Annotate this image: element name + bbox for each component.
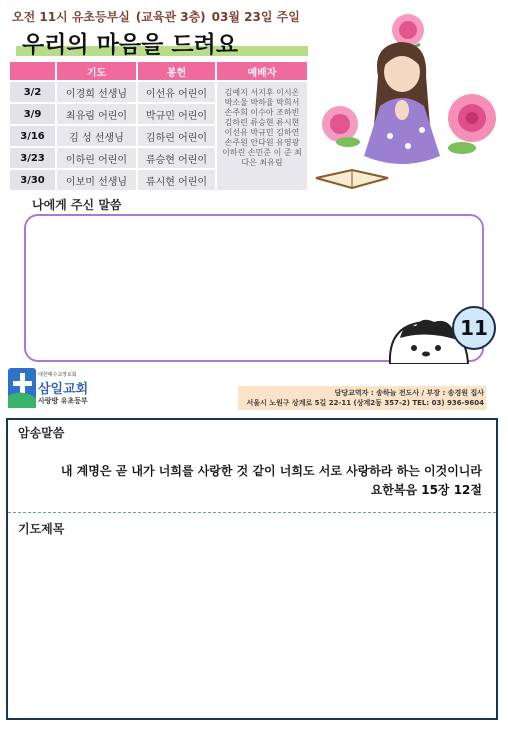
row-offering: 김하린 어린이	[138, 126, 215, 146]
page-title-text: 우리의 마음을 드려요	[22, 32, 238, 58]
row-offering: 이선유 어린이	[138, 82, 215, 102]
header-ushers: 예배자	[217, 62, 307, 80]
service-roster-table	[8, 60, 309, 192]
service-date: 03월 23일 주일	[211, 10, 300, 24]
row-date: 3/2	[10, 82, 55, 102]
row-offering: 류시현 어린이	[138, 170, 215, 190]
row-prayer: 이보미 선생님	[57, 170, 136, 190]
row-date: 3/9	[10, 104, 55, 124]
row-prayer: 이하린 어린이	[57, 148, 136, 168]
flower-right-icon	[448, 94, 496, 154]
section-divider	[8, 512, 496, 513]
page-number-badge: 11	[452, 306, 496, 350]
verse-and-prayer-box	[6, 418, 498, 720]
service-location: (교육관 3층)	[135, 10, 206, 24]
service-time: 오전 11시 유초등부실	[12, 10, 130, 24]
church-logo	[8, 368, 118, 412]
header-date	[10, 62, 55, 80]
denomination: 대한예수교장로회	[38, 372, 77, 378]
row-offering: 류승현 어린이	[138, 148, 215, 168]
praying-girl-illustration	[312, 6, 502, 196]
row-prayer: 이경희 선생님	[57, 82, 136, 102]
open-bible-icon	[316, 170, 388, 188]
header-offering: 봉헌	[138, 62, 215, 80]
department-name: 사랑방 유초등부	[38, 397, 88, 405]
row-date: 3/23	[10, 148, 55, 168]
header-prayer: 기도	[57, 62, 136, 80]
cross-logo-icon	[8, 368, 36, 408]
service-info	[12, 8, 306, 25]
verse-reference: 요한복음 15장 12절	[370, 483, 482, 497]
staff-info: 담당교역자 : 송하늘 전도사 / 부장 : 송경원 집사	[334, 389, 484, 397]
table-header-row	[10, 62, 307, 80]
girl-figure	[364, 42, 440, 164]
row-prayer: 최유림 어린이	[57, 104, 136, 124]
table-row	[10, 82, 307, 102]
page-title	[14, 26, 308, 58]
row-date: 3/16	[10, 126, 55, 146]
prayer-topics-label: 기도제목	[18, 520, 64, 537]
flower-left-icon	[322, 106, 360, 147]
church-name: 삼일교회	[38, 382, 89, 397]
memory-verse	[8, 462, 482, 500]
row-offering: 박규민 어린이	[138, 104, 215, 124]
contact-info	[238, 386, 486, 410]
row-date: 3/30	[10, 170, 55, 190]
address-info: 서울시 노원구 상계로 5길 22-11 (상계2동 357-2) TEL: 03) 936-9604	[246, 399, 484, 407]
row-prayer: 김 성 선생님	[57, 126, 136, 146]
word-to-me-label: 나에게 주신 말씀	[32, 196, 122, 213]
worship-ushers-list: 김예지 서지후 이시온 박소울 박하율 박희서 손주희 이수아 조하빈 김하린 류승현 류시현 이선유 박규민 김하연 손주원 안다원 유영광 이하린 손민준 이 준 최다은 최유림	[217, 82, 307, 190]
verse-text: 내 계명은 곧 내가 너희를 사랑한 것 같이 너희도 서로 사랑하라 하는 이것이니라	[60, 464, 482, 478]
memory-verse-label: 암송말씀	[18, 424, 64, 441]
